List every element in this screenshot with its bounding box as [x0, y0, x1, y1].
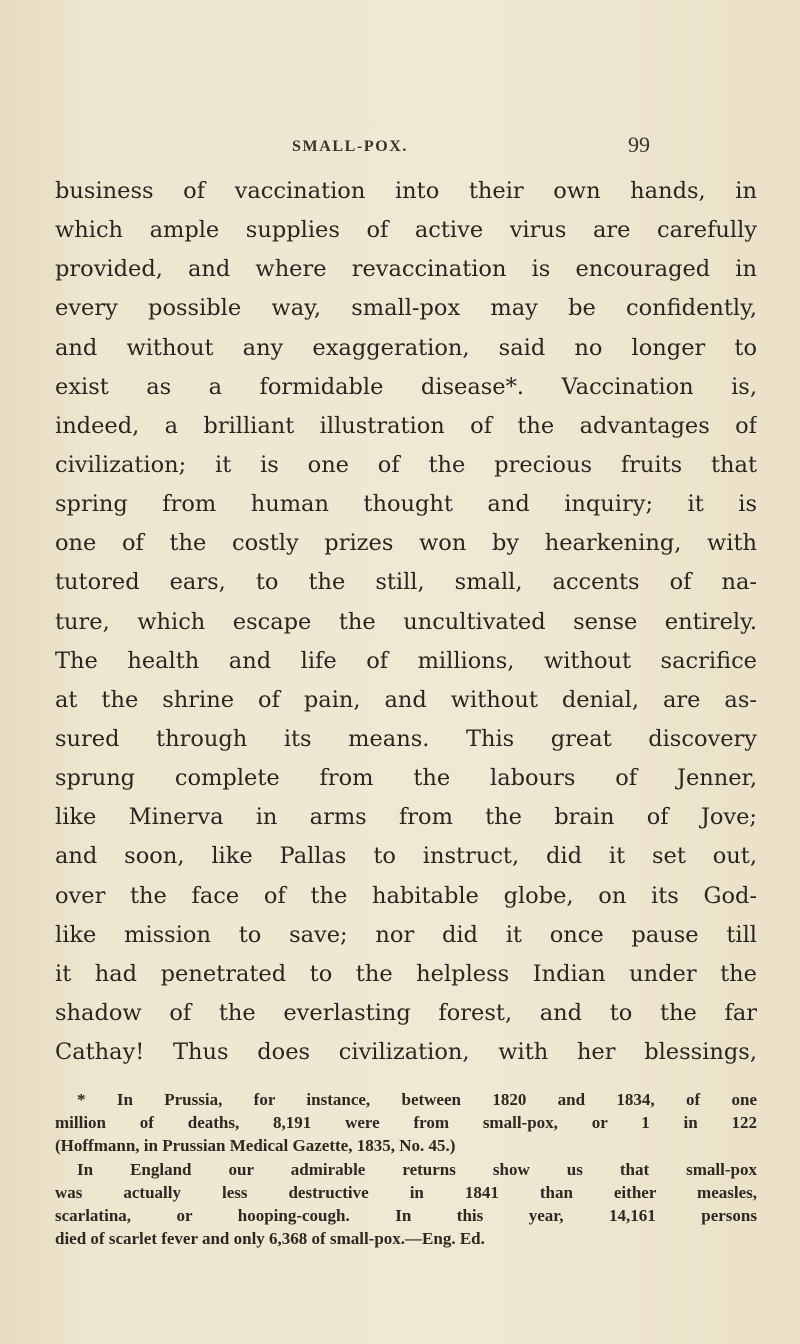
text-line: like mission to save; nor did it once pause till	[55, 921, 757, 948]
text-line: it had penetrated to the helpless Indian under the	[55, 960, 757, 987]
running-head: SMALL-POX.	[292, 138, 408, 155]
text-line: like Minerva in arms from the brain of Jove;	[55, 804, 757, 831]
text-line: exist as a formidable disease*. Vaccination is,	[55, 373, 757, 400]
text-line: provided, and where revaccination is encouraged in	[55, 256, 757, 283]
text-line: one of the costly prizes won by hearkening, with	[55, 530, 757, 557]
text-line: sprung complete from the labours of Jenner,	[55, 765, 757, 792]
text-line: ture, which escape the uncultivated sense entirely.	[55, 608, 757, 635]
text-line: indeed, a brilliant illustration of the advantages of	[55, 412, 757, 439]
text-line: at the shrine of pain, and without denial, are as-	[55, 686, 757, 713]
page-header	[292, 132, 650, 162]
text-line: sured through its means. This great discovery	[55, 725, 757, 752]
text-line: Cathay! Thus does civilization, with her blessings,	[55, 1039, 757, 1066]
main-text	[55, 172, 757, 1072]
footnote-line: million of deaths, 8,191 were from small-pox, or 1 in 122	[55, 1113, 757, 1133]
text-line: which ample supplies of active virus are carefully	[55, 217, 757, 244]
text-line: civilization; it is one of the precious fruits that	[55, 451, 757, 478]
text-line: every possible way, small-pox may be confidently,	[55, 295, 757, 322]
footnote-line: * In Prussia, for instance, between 1820 and 1834, of one	[77, 1090, 757, 1109]
text-line: tutored ears, to the still, small, accents of na-	[55, 569, 757, 596]
footnote	[55, 1088, 757, 1250]
footnote-line: was actually less destructive in 1841 than either measles,	[55, 1182, 757, 1202]
text-line: over the face of the habitable globe, on its God-	[55, 882, 757, 909]
footnote-line: scarlatina, or hooping-cough. In this year, 14,161 persons	[55, 1205, 757, 1225]
text-line: spring from human thought and inquiry; it is	[55, 491, 757, 518]
footnote-line: In England our admirable returns show us that small-pox	[77, 1159, 757, 1179]
text-line: and soon, like Pallas to instruct, did it set out,	[55, 843, 757, 870]
text-line: business of vaccination into their own hands, in	[55, 178, 757, 204]
text-line: shadow of the everlasting forest, and to the far	[55, 999, 757, 1026]
text-line: and without any exaggeration, said no longer to	[55, 334, 757, 361]
footnote-line: died of scarlet fever and only 6,368 of small-pox.—Eng. Ed.	[55, 1229, 485, 1249]
text-line: The health and life of millions, without sacrifice	[55, 647, 757, 674]
footnote-line: (Hoffmann, in Prussian Medical Gazette, 1835, No. 45.)	[55, 1136, 456, 1156]
page-number: 99	[628, 132, 650, 157]
